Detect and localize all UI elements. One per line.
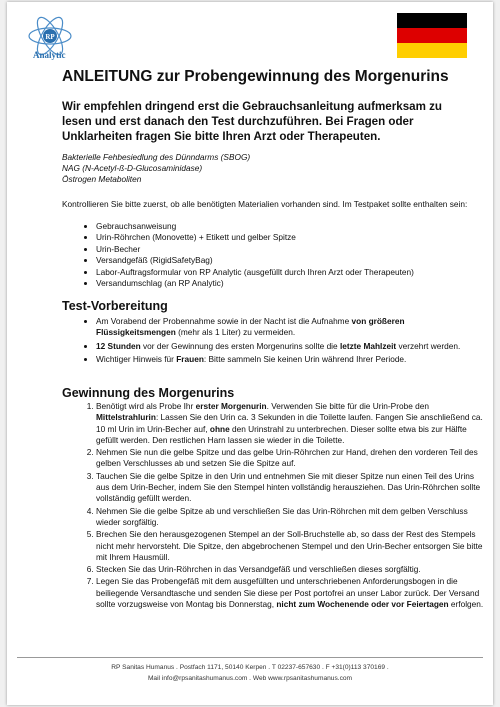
step-item: 2. Nehmen Sie nun die gelbe Spitze und das gelbe Urin-Röhrchen zur Hand, drehen den vorderen Teil des gelben Verschlusses ab und setzen Sie die Spitze auf. — [96, 447, 486, 470]
material-item: • Labor-Auftragsformular von RP Analytic (ausgefüllt durch Ihren Arzt oder Therapeuten) — [96, 267, 486, 278]
step-item: 4. Nehmen Sie die gelbe Spitze ab und verschließen Sie das Urin-Röhrchen mit dem gelben Verschluss wieder sorgfältig. — [96, 506, 486, 529]
footer-address: RP Sanitas Humanus . Postfach 1171, 50140 Kerpen . T 02237-657630 . F +31(0)113 370169 . — [111, 664, 389, 671]
test-item: NAG (N-Acetyl-ß-D-Glucosaminidase) — [62, 163, 203, 173]
steps-heading: Gewinnung des Morgenurins — [62, 386, 235, 400]
document-page — [7, 2, 493, 705]
step-item: 3. Tauchen Sie die gelbe Spitze in den Urin und entnehmen Sie mit dieser Spitze nun einen Teil des Urins aus dem Urin-Becher, indem Sie den Stempel hinten vollständig herausziehen. Das Urin-Röhrchen sollte vollständig gefüllt werden. — [96, 471, 486, 505]
footer — [17, 657, 483, 684]
prep-list — [82, 316, 481, 368]
material-item: • Urin-Becher — [96, 244, 486, 255]
prep-item: • Wichtiger Hinweis für Frauen: Bitte sammeln Sie keinen Urin während Ihrer Periode. — [96, 354, 481, 365]
check-text: Kontrollieren Sie bitte zuerst, ob alle benötigten Materialien vorhanden sind. Im Testpaket sollte enthalten sein: — [62, 199, 468, 209]
step-item: 7. Legen Sie das Probengefäß mit dem ausgefüllten und unterschriebenen Anforderungsbogen in die beiliegende Versandtasche und senden Sie diese per Post portofrei an unser Labor zurück. Der Versand sollte vorzugsweise von Montag bis Donnerstag, nicht zum Wochenende oder vor Feiertagen erfolgen. — [96, 576, 486, 610]
test-list — [62, 152, 250, 185]
intro-text: Wir empfehlen dringend erst die Gebrauchsanleitung aufmerksam zu lesen und erst danach den Test durchzuführen. Bei Fragen oder Unklarheiten fragen Sie bitte Ihren Arzt oder Therapeuten. — [62, 100, 442, 143]
material-item: • Gebrauchsanweisung — [96, 221, 486, 232]
logo-text: Analytic — [33, 50, 66, 60]
footer-contact[interactable]: Mail info@rpsanitashumanus.com . Web www.rpsanitashumanus.com — [147, 675, 353, 682]
test-item: Bakterielle Fehbesiedlung des Dünndarms (SBOG) — [62, 152, 251, 162]
german-flag-icon — [397, 13, 467, 58]
step-item: 1. Benötigt wird als Probe Ihr erster Morgenurin. Verwenden Sie bitte für die Urin-Probe den Mittelstrahlurin: Lassen Sie den Urin ca. 3 Sekunden in die Toilette laufen. Fangen Sie anschließend ca. 10 ml Urin im Urin-Becher auf, ohne den Urinstrahl zu unterbrechen. Dieser sollte etwa bis zur Hälfte gefüllt werden. Den restlichen Harn lassen sie wieder in die Toilette. — [96, 401, 486, 446]
material-item: • Versandgefäß (RigidSafetyBag) — [96, 255, 486, 266]
document-title: ANLEITUNG zur Probengewinnung des Morgenurins — [62, 68, 449, 85]
prep-heading: Test-Vorbereitung — [62, 299, 168, 313]
svg-text:RP: RP — [45, 33, 55, 41]
material-item: • Urin-Röhrchen (Monovette) + Etikett und gelber Spitze — [96, 232, 486, 243]
test-item: Östrogen Metaboliten — [62, 174, 142, 184]
step-item: 6. Stecken Sie das Urin-Röhrchen in das Versandgefäß und verschließen dieses sorgfältig. — [96, 564, 486, 575]
steps-list — [82, 401, 486, 611]
prep-item: • 12 Stunden vor der Gewinnung des ersten Morgenurins sollte die letzte Mahlzeit verzehrt werden. — [96, 341, 481, 352]
prep-item: • Am Vorabend der Probennahme sowie in der Nacht ist die Aufnahme von größeren Flüssigkeitsmengen (mehr als 1 Liter) zu vermeiden. — [96, 316, 481, 339]
material-item: • Versandumschlag (an RP Analytic) — [96, 278, 486, 289]
materials-list — [82, 221, 486, 289]
step-item: 5. Brechen Sie den herausgezogenen Stempel an der Soll-Bruchstelle ab, so dass der Rest des Stempels nicht mehr hervorsteht. Die Spitze, den abgebrochenen Stempel und den Urin-Becher entsorgen Sie bitte mit Ihrem Hausmüll. — [96, 529, 486, 563]
